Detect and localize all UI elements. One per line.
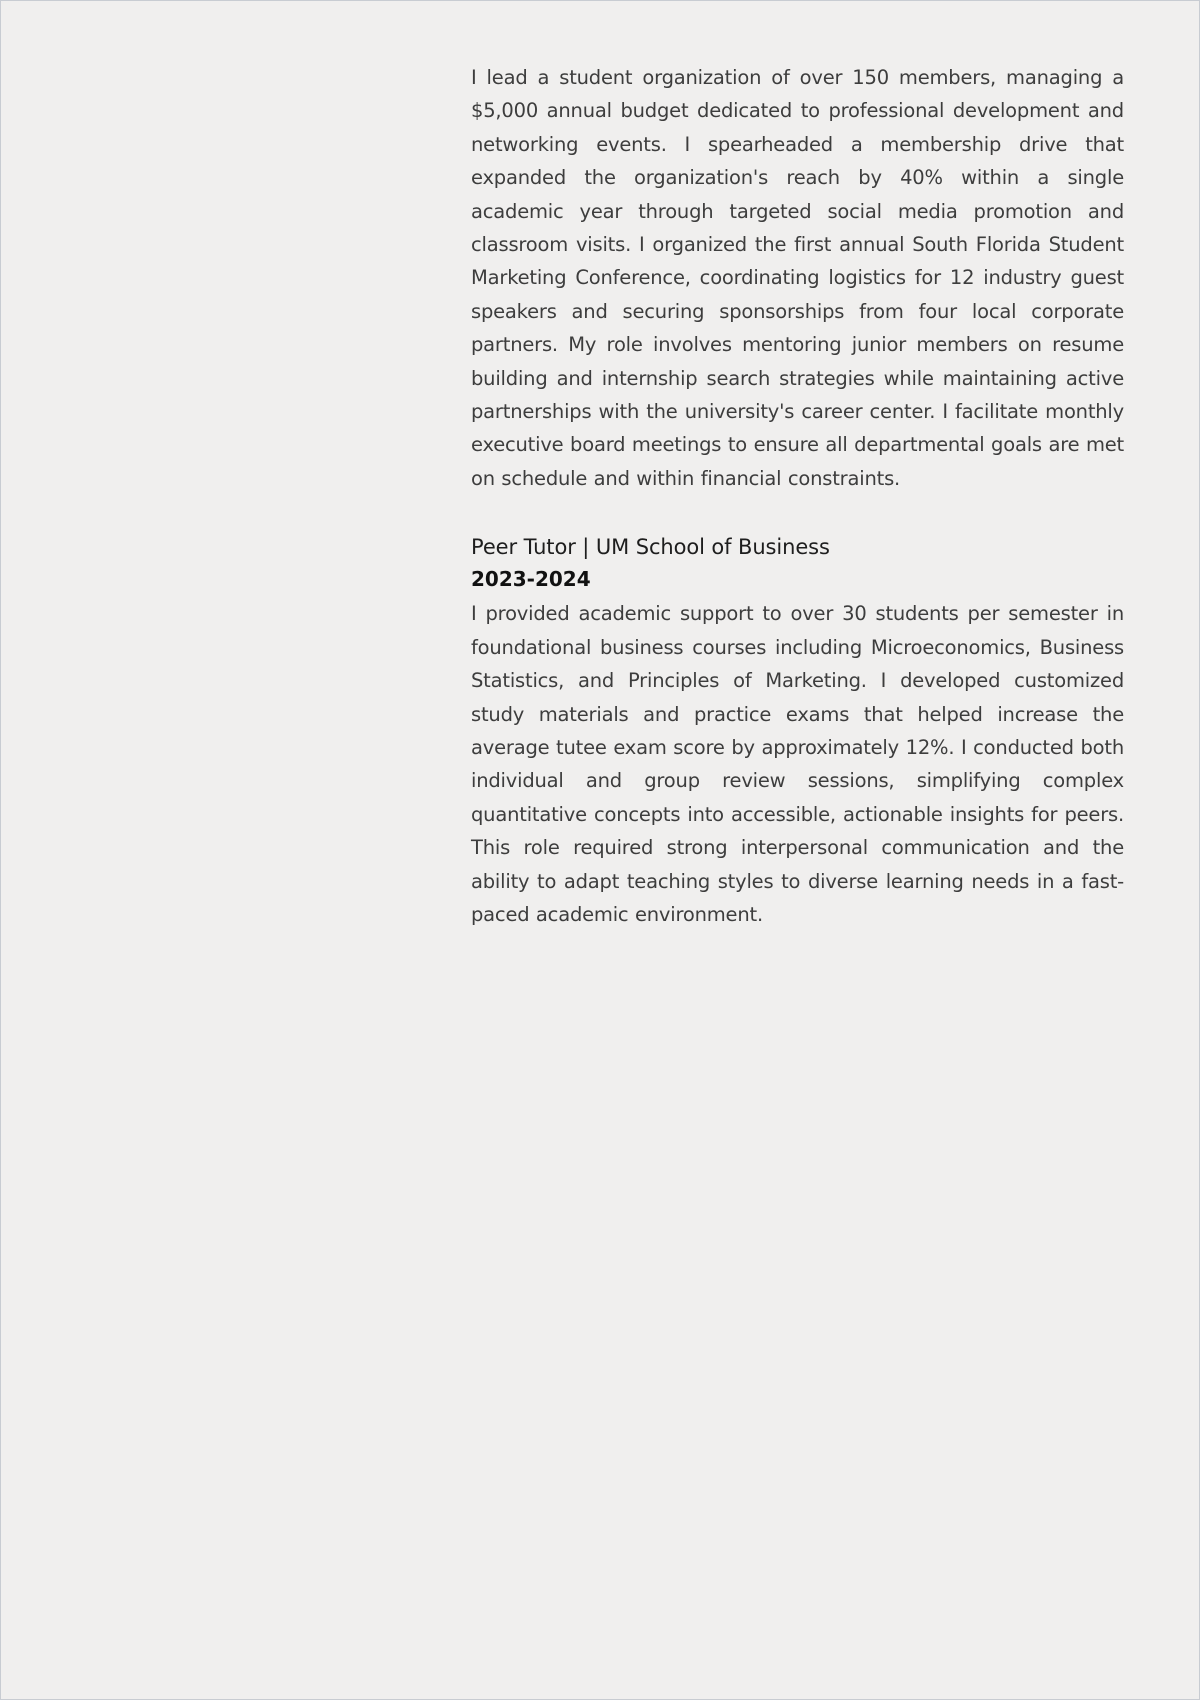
organization-description: I lead a student organization of over 150 members, managing a $5,000 annual budget dedicated to professional development and networking events. I spearheaded a membership drive that expanded the organization's reach by 40% within a single academic year through targeted social media promotion and classroom visits. I organized the first annual South Florida Student Marketing Conference, coordinating logistics for 12 industry guest speakers and securing sponsorships from four local corporate partners. My role involves mentoring junior members on resume building and internship search strategies while maintaining active partnerships with the university's career center. I facilitate monthly executive board meetings to ensure all departmental goals are met on schedule and within financial constraints. <box>471 66 1124 490</box>
entry-description: I provided academic support to over 30 students per semester in foundational business courses including Microeconomics, Business Statistics, and Principles of Marketing. I developed customized study materials and practice exams that helped increase the average tutee exam score by approximately 12%. I conducted both individual and group review sessions, simplifying complex quantitative concepts into accessible, actionable insights for peers. This role required strong interpersonal communication and the ability to adapt teaching styles to diverse learning needs in a fast-paced academic environment. <box>471 602 1124 926</box>
entry-dates: 2023-2024 <box>471 567 591 592</box>
experience-column <box>471 61 1124 931</box>
entry-title: Peer Tutor | UM School of Business <box>471 535 830 560</box>
experience-entry-peer-tutor <box>471 531 1124 931</box>
